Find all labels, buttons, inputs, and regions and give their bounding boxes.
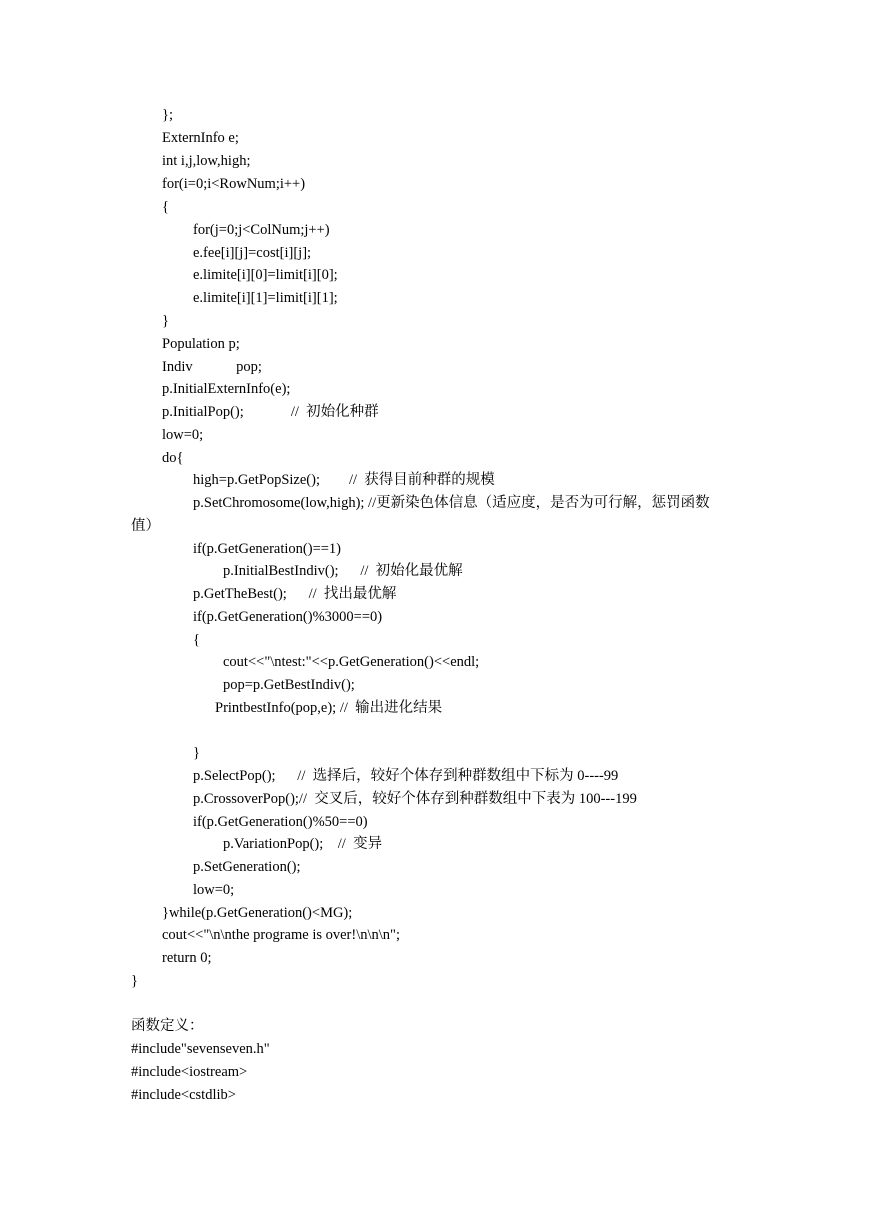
code-line: Population p;: [162, 336, 240, 352]
code-line: 值）: [131, 518, 160, 534]
code-line: e.limite[i][1]=limit[i][1];: [193, 290, 338, 306]
code-line: #include"sevenseven.h": [131, 1041, 270, 1057]
code-line: pop=p.GetBestIndiv();: [223, 677, 355, 693]
code-line: p.CrossoverPop();// 交叉后，较好个体存到种群数组中下表为 100---199: [193, 791, 637, 807]
code-line: cout<<"\ntest:"<<p.GetGeneration()<<endl;: [223, 654, 480, 670]
code-line: p.InitialPop(); // 初始化种群: [162, 404, 379, 420]
code-line: cout<<"\n\nthe programe is over!\n\n\n";: [162, 927, 400, 943]
code-line: }: [131, 973, 138, 989]
section-heading: 函数定义：: [131, 1018, 204, 1034]
code-line: if(p.GetGeneration()%50==0): [193, 814, 368, 830]
code-line: low=0;: [162, 427, 204, 443]
code-line: #include<iostream>: [131, 1064, 248, 1080]
code-line: if(p.GetGeneration()%3000==0): [193, 609, 383, 625]
code-line: if(p.GetGeneration()==1): [193, 541, 342, 557]
code-line: {: [193, 632, 200, 648]
code-line: }: [193, 745, 200, 761]
code-line: p.InitialExternInfo(e);: [162, 381, 291, 397]
code-line: do{: [162, 450, 184, 466]
code-line: {: [162, 199, 169, 215]
code-line: };: [162, 107, 173, 123]
code-line: p.SetChromosome(low,high); //更新染色体信息（适应度，是否为可行解，惩罚函数: [193, 495, 710, 511]
code-line: e.limite[i][0]=limit[i][0];: [193, 267, 338, 283]
code-line: return 0;: [162, 950, 212, 966]
code-line: for(j=0;j<ColNum;j++): [193, 222, 330, 238]
code-line: #include<cstdlib>: [131, 1087, 236, 1103]
code-line: }: [162, 313, 169, 329]
code-line: p.VariationPop(); // 变异: [223, 836, 383, 852]
code-line: }while(p.GetGeneration()<MG);: [162, 905, 353, 921]
code-line: low=0;: [193, 882, 235, 898]
code-line: p.SelectPop(); // 选择后，较好个体存到种群数组中下标为 0----99: [193, 768, 619, 784]
code-line: p.InitialBestIndiv(); // 初始化最优解: [223, 563, 463, 579]
code-line: high=p.GetPopSize(); // 获得目前种群的规模: [193, 472, 495, 488]
code-line: p.SetGeneration();: [193, 859, 301, 875]
code-line: ExternInfo e;: [162, 130, 239, 146]
code-line: for(i=0;i<RowNum;i++): [162, 176, 306, 192]
code-line: Indiv pop;: [162, 359, 262, 375]
code-line: int i,j,low,high;: [162, 153, 251, 169]
code-line: PrintbestInfo(pop,e); // 输出进化结果: [215, 700, 443, 716]
code-line: e.fee[i][j]=cost[i][j];: [193, 245, 312, 261]
code-line: p.GetTheBest(); // 找出最优解: [193, 586, 397, 602]
